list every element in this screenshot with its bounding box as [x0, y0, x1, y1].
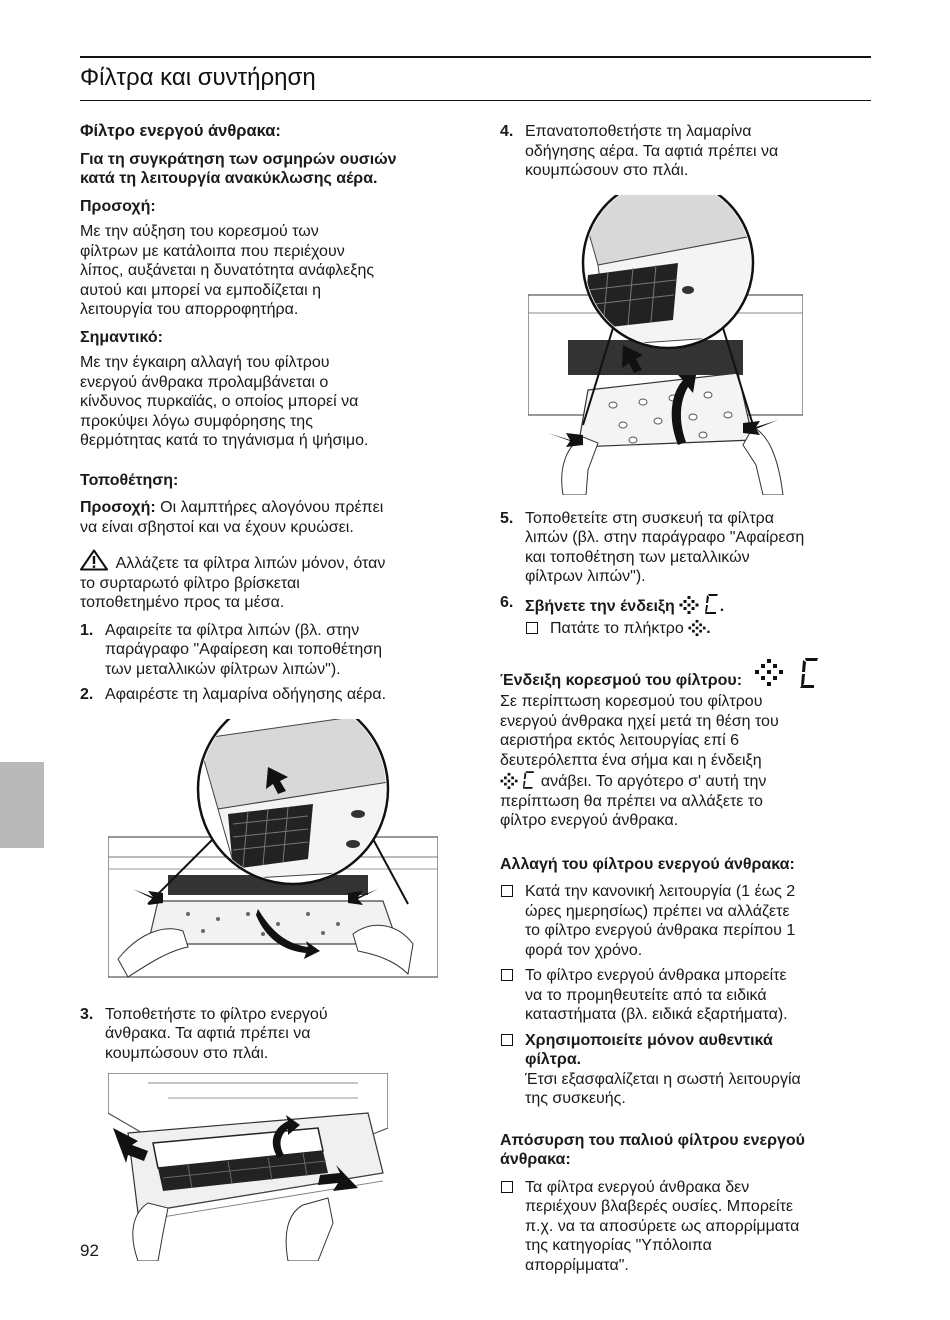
checkbox-bullet	[501, 1181, 513, 1193]
page-title: Φίλτρα και συντήρηση	[80, 64, 316, 91]
step-6: 6. Σβήνετε την ένδειξη .	[500, 593, 725, 615]
right-column	[500, 122, 872, 1281]
chapter-tab-marker	[0, 762, 44, 848]
top-rule	[80, 56, 871, 58]
caution-label: Προσοχή:	[80, 197, 156, 215]
step-5: 5. Τοποθετείτε στη συσκευή τα φίλτρα λιπών (βλ. στην παράγραφο "Αφαίρεση και τοποθέτηση των μεταλλικών φίλτρων λιπών").	[500, 509, 805, 585]
install-label: Τοποθέτηση:	[80, 471, 179, 489]
checkbox-bullet	[501, 969, 513, 981]
page-number: 92	[80, 1241, 99, 1260]
checkbox-bullet	[501, 1034, 513, 1046]
step-4: 4. Επανατοποθετήστε τη λαμαρίνα οδήγησης αέρα. Τα αφτιά πρέπει να κουμπώσουν στο πλάι.	[500, 123, 779, 179]
important-label: Σημαντικό:	[80, 328, 163, 346]
fan-dots-icon	[688, 619, 706, 637]
figure-reinstall-sheet	[528, 195, 803, 495]
saturation-heading: Ένδειξη κορεσμού του φίλτρου:	[500, 657, 872, 691]
fan-dots-large-icon	[752, 659, 786, 689]
change-item-1: Κατά την κανονική λειτουργία (1 έως 2 ώρες ημερησίως) πρέπει να αλλάζετε το φίλτρο ενεργού άνθρακα περίπου 1 φορά τον χρόνο.	[500, 882, 872, 960]
figure-insert-filter	[108, 1073, 388, 1261]
checkbox-bullet	[526, 622, 538, 634]
checklist-press-button: Πατάτε το πλήκτρο .	[525, 619, 872, 639]
install-caution: Προσοχή: Οι λαμπτήρες αλογόνου πρέπει να είναι σβηστοί και να έχουν κρυώσει.	[80, 499, 384, 536]
change-filter-heading: Αλλαγή του φίλτρου ενεργού άνθρακα:	[500, 855, 795, 873]
important-text: Με την έγκαιρη αλλαγή του φίλτρου ενεργού άνθρακα προλαμβάνεται ο κίνδυνος πυρκαϊάς, ο οποίος μπορεί να προκύψει λόγω συμφόρησης της θερμότητας κατά το τηγάνισμα ή ψήσιμο.	[80, 354, 369, 449]
warning-note: Αλλάζετε τα φίλτρα λιπών μόνον, όταν το συρταρωτό φίλτρο βρίσκεται τοποθετημένο προς τα μέσα.	[80, 549, 460, 613]
segment-c-display-icon	[704, 593, 720, 615]
fan-dots-icon	[500, 772, 518, 790]
change-item-2: Το φίλτρο ενεργού άνθρακα μπορείτε να το προμηθευτείτε από τα ειδικά καταστήματα (βλ. ειδικά εξαρτήματα).	[500, 966, 872, 1025]
left-column	[80, 122, 460, 1275]
saturation-text: Σε περίπτωση κορεσμού του φίλτρου ενεργού άνθρακα ηχεί μετά τη θέση του αεριστήρα εκτός λειτουργίας επί 6 δευτερόλεπτα ένα σήμα και η ένδειξη ανάβει. Το αργότερο σ' αυτή την περίπτωση θα πρέπει να αλλάξετε το φίλτρο ενεργού άνθρακα.	[500, 693, 779, 829]
section-title: Φίλτρο ενεργού άνθρακα:	[80, 122, 281, 140]
disposal-heading: Απόσυρση του παλιού φίλτρου ενεργού άνθρακα:	[500, 1131, 805, 1168]
step-2: 2. Αφαιρέστε τη λαμαρίνα οδήγησης αέρα.	[80, 686, 387, 703]
fan-dots-icon	[679, 595, 699, 615]
checkbox-bullet	[501, 885, 513, 897]
segment-c-display-icon	[522, 770, 536, 790]
warning-triangle-icon	[80, 549, 112, 571]
step-1: 1. Αφαιρείτε τα φίλτρα λιπών (βλ. στην παράγραφο "Αφαίρεση και τοποθέτηση των μεταλλικών φίλτρων λιπών").	[80, 621, 383, 678]
change-item-3: Χρησιμοποιείτε μόνον αυθεντικά φίλτρα. Έτσι εξασφαλίζεται η σωστή λειτουργία της συσκευής.	[500, 1031, 872, 1109]
section-subtitle: Για τη συγκράτηση των οσμηρών ουσιών κατά τη λειτουργία ανακύκλωσης αέρα.	[80, 150, 397, 187]
caution-text: Με την αύξηση του κορεσμού των φίλτρων με κατάλοιπα που περιέχουν λίπος, αυξάνεται η δυνατότητα ανάφλεξης αυτού και μπορεί να εμποδίζεται η λειτουργία του απορροφητήρα.	[80, 223, 375, 318]
step-3: 3. Τοποθετήστε το φίλτρο ενεργού άνθρακα. Τα αφτιά πρέπει να κουμπώσουν στο πλάι.	[80, 1005, 328, 1062]
disposal-item: Τα φίλτρα ενεργού άνθρακα δεν περιέχουν βλαβερές ουσίες. Μπορείτε π.χ. να τα αποσύρετε ως απορρίμματα της κατηγορίας "Υπόλοιπα απορρίμματα".	[500, 1178, 872, 1276]
title-rule	[80, 100, 871, 101]
figure-remove-sheet	[108, 719, 438, 991]
segment-c-large-display-icon	[799, 657, 819, 689]
